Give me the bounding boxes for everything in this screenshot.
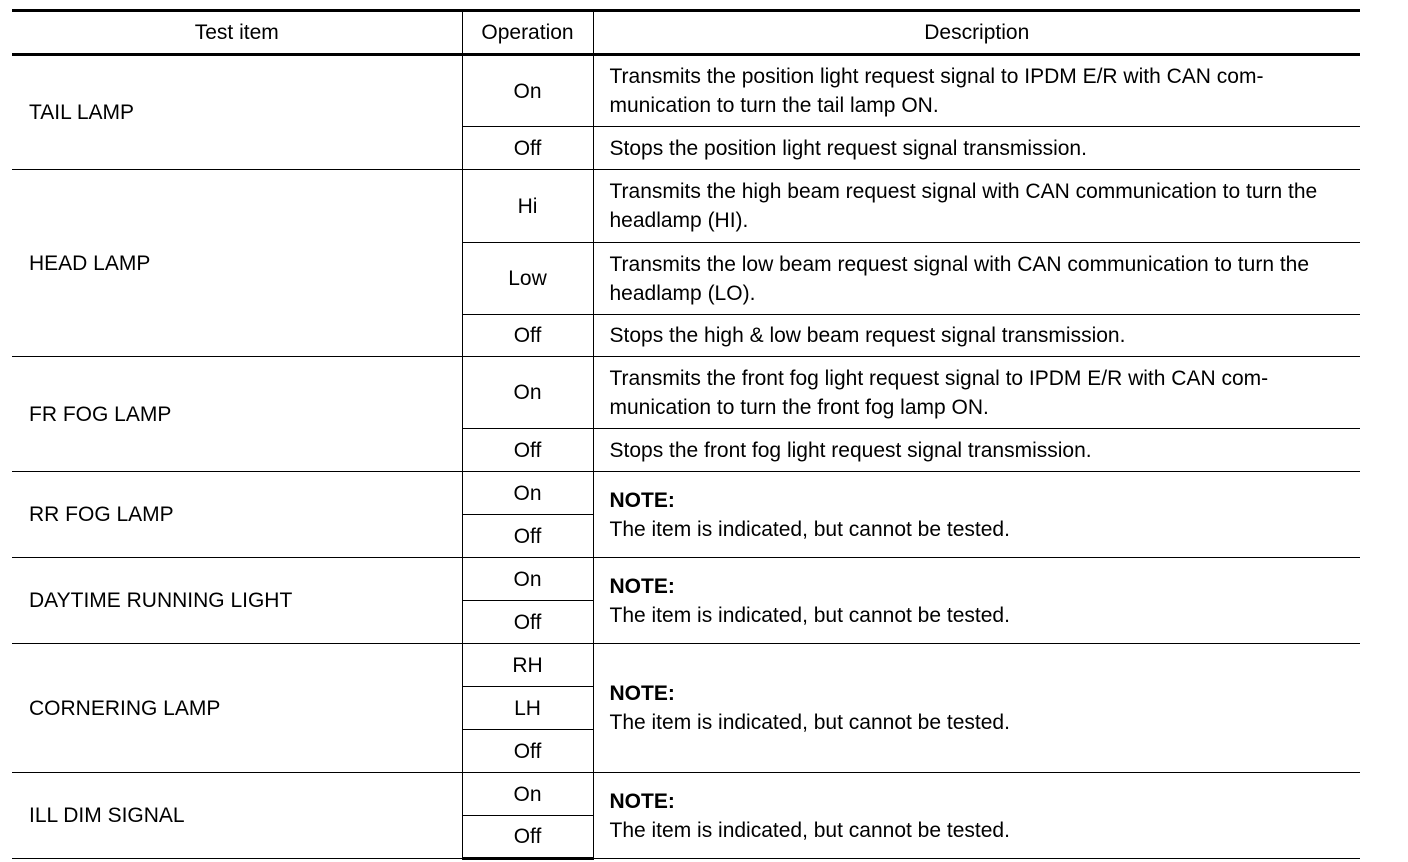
operation-cell: LH: [462, 687, 593, 730]
operation-cell: Off: [462, 429, 593, 472]
operation-cell: On: [462, 55, 593, 127]
operation-cell: On: [462, 558, 593, 601]
operation-cell: On: [462, 472, 593, 515]
note-text: The item is indicated, but cannot be tested.: [609, 711, 1010, 734]
description-cell: Stops the front fog light request signal transmission.: [593, 429, 1360, 472]
note-cell: [593, 773, 1360, 859]
header-test-item: Test item: [12, 11, 462, 55]
description-cell: Stops the position light request signal transmission.: [593, 127, 1360, 170]
test-item-table-container: [12, 9, 1360, 860]
table-row: [12, 644, 1360, 687]
operation-cell: On: [462, 357, 593, 429]
note-title: NOTE:: [609, 574, 675, 598]
table-row: [12, 558, 1360, 601]
operation-cell: Off: [462, 816, 593, 859]
operation-cell: Off: [462, 315, 593, 357]
description-cell: Transmits the position light request signal to IPDM E/R with CAN com-munication to turn the tail lamp ON.: [593, 55, 1360, 127]
note-title: NOTE:: [609, 488, 675, 512]
test-item-cornering-lamp: CORNERING LAMP: [12, 644, 462, 773]
table-row: [12, 55, 1360, 127]
description-cell: Stops the high & low beam request signal transmission.: [593, 315, 1360, 357]
test-item-ill-dim-signal: ILL DIM SIGNAL: [12, 773, 462, 859]
operation-cell: Off: [462, 515, 593, 558]
header-operation: Operation: [462, 11, 593, 55]
note-cell: [593, 558, 1360, 644]
operation-cell: Off: [462, 127, 593, 170]
note-title: NOTE:: [609, 682, 675, 705]
test-item-fr-fog-lamp: FR FOG LAMP: [12, 357, 462, 472]
operation-cell: RH: [462, 644, 593, 687]
operation-cell: Off: [462, 730, 593, 773]
table-row: [12, 357, 1360, 429]
operation-cell: Off: [462, 601, 593, 644]
table-row: [12, 170, 1360, 243]
note-text: The item is indicated, but cannot be tested.: [609, 818, 1010, 842]
test-item-rr-fog-lamp: RR FOG LAMP: [12, 472, 462, 558]
note-cell: [593, 644, 1360, 773]
operation-cell: Low: [462, 243, 593, 315]
test-item-tail-lamp: TAIL LAMP: [12, 55, 462, 170]
note-cell: [593, 472, 1360, 558]
table-row: [12, 773, 1360, 816]
test-item-table: [12, 9, 1360, 860]
note-text: The item is indicated, but cannot be tested.: [609, 517, 1010, 541]
operation-cell: On: [462, 773, 593, 816]
operation-cell: Hi: [462, 170, 593, 243]
test-item-head-lamp: HEAD LAMP: [12, 170, 462, 357]
header-description: Description: [593, 11, 1360, 55]
description-cell: Transmits the low beam request signal with CAN communication to turn the headlamp (LO).: [593, 243, 1360, 315]
description-cell: Transmits the high beam request signal with CAN communication to turn the headlamp (HI).: [593, 170, 1360, 243]
note-title: NOTE:: [609, 789, 675, 813]
description-cell: Transmits the front fog light request signal to IPDM E/R with CAN com-munication to turn the front fog lamp ON.: [593, 357, 1360, 429]
table-header-row: [12, 11, 1360, 55]
note-text: The item is indicated, but cannot be tested.: [609, 603, 1010, 627]
test-item-daytime-running-light: DAYTIME RUNNING LIGHT: [12, 558, 462, 644]
table-row: [12, 472, 1360, 515]
